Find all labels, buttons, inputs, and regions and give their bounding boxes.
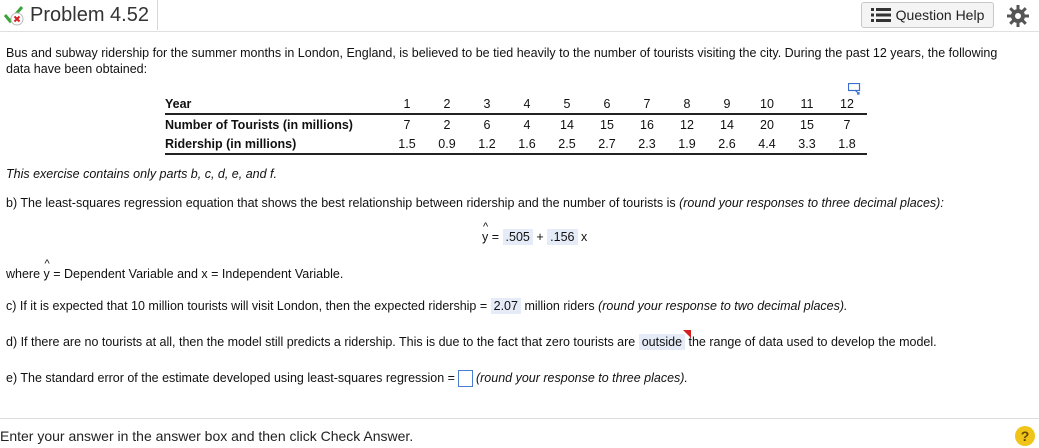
- table-row-tourists: [165, 114, 867, 134]
- part-d-dropdown[interactable]: outside: [639, 334, 685, 350]
- title-area: [0, 0, 158, 30]
- year-cell: 3: [467, 95, 507, 114]
- standard-error-input[interactable]: [458, 370, 473, 387]
- regression-equation: [482, 221, 588, 244]
- where-y-hat: ^ y: [43, 258, 50, 281]
- part-c-answer[interactable]: 2.07: [491, 298, 521, 314]
- footer-divider: [0, 418, 1039, 419]
- tourists-cell: 14: [720, 117, 734, 132]
- x-variable: x: [580, 230, 588, 244]
- tourists-cell: 4: [523, 117, 531, 132]
- tourists-cell: 20: [760, 117, 774, 132]
- part-e-text: e) The standard error of the estimate developed using least-squares regression =: [6, 370, 455, 385]
- where-definition: [6, 258, 344, 281]
- row-label-year: Year: [165, 95, 387, 114]
- ridership-cell: 2.7: [587, 134, 627, 154]
- year-cell: 11: [787, 95, 827, 114]
- part-e-hint: (round your response to three places).: [475, 370, 688, 385]
- year-cell: 2: [427, 95, 467, 114]
- part-b-question: [6, 196, 944, 210]
- part-c-question: [6, 299, 848, 313]
- tourists-cell: 12: [680, 117, 694, 132]
- help-icon[interactable]: ?: [1015, 426, 1035, 446]
- question-help-label: Question Help: [895, 7, 985, 23]
- year-cell: 9: [707, 95, 747, 114]
- gear-icon[interactable]: [1006, 4, 1030, 28]
- tourists-cell: 15: [800, 117, 814, 132]
- part-b-text: b) The least-squares regression equation that shows the best relationship between ridership and the number of tourists is: [6, 196, 680, 210]
- year-cell: 12: [827, 95, 867, 114]
- year-cell: 1: [387, 95, 427, 114]
- parts-note: This exercise contains only parts b, c, d, e, and f.: [6, 167, 277, 181]
- ridership-cell: 1.8: [827, 134, 867, 154]
- header-divider: [0, 31, 1039, 32]
- slope-answer[interactable]: .156: [547, 229, 577, 245]
- where-suffix: = Dependent Variable and x = Independent Variable.: [49, 267, 344, 281]
- incorrect-flag: [683, 330, 691, 338]
- year-cell: 4: [507, 95, 547, 114]
- partial-credit-icon: [0, 1, 28, 29]
- list-icon: [871, 8, 891, 22]
- ridership-cell: 2.6: [707, 134, 747, 154]
- part-d-after: the range of data used to develop the model.: [685, 335, 937, 349]
- intercept-answer[interactable]: .505: [503, 229, 533, 245]
- year-cell: 7: [627, 95, 667, 114]
- year-cell: 8: [667, 95, 707, 114]
- tourists-cell: 15: [600, 117, 614, 132]
- year-cell: 6: [587, 95, 627, 114]
- tourists-cell: 14: [560, 117, 574, 132]
- question-help-button[interactable]: [861, 2, 994, 28]
- plus-sign: +: [536, 230, 544, 244]
- row-label-tourists: Number of Tourists (in millions): [165, 117, 353, 132]
- part-b-hint: (round your responses to three decimal places):: [679, 196, 944, 210]
- tourists-cell: 6: [483, 117, 491, 132]
- part-c-after: million riders: [520, 299, 599, 313]
- footer-instruction: Enter your answer in the answer box and then click Check Answer.: [0, 428, 414, 444]
- part-d-text: d) If there are no tourists at all, then the model still predicts a ridership. This is due to the fact that zero tourists are: [6, 335, 639, 349]
- ridership-cell: 1.9: [667, 134, 707, 154]
- tourists-cell: 2: [443, 117, 451, 132]
- ridership-cell: 1.6: [507, 134, 547, 154]
- part-c-hint: (round your response to two decimal places).: [598, 299, 848, 313]
- ridership-cell: 2.5: [547, 134, 587, 154]
- page-title: Problem 4.52: [30, 3, 149, 26]
- ridership-cell: 0.9: [427, 134, 467, 154]
- equals-sign: =: [491, 230, 500, 244]
- ridership-cell: 1.5: [387, 134, 427, 154]
- tourists-cell: 7: [403, 117, 411, 132]
- ridership-cell: 2.3: [627, 134, 667, 154]
- part-c-text: c) If it is expected that 10 million tourists will visit London, then the expected ridership =: [6, 299, 491, 313]
- year-cell: 10: [747, 95, 787, 114]
- part-e-question: [6, 370, 688, 387]
- header-bar: [0, 0, 1039, 32]
- y-hat: ^ y: [482, 221, 489, 244]
- tourists-cell: 7: [843, 117, 851, 132]
- problem-intro: Bus and subway ridership for the summer months in London, England, is believed to be tied heavily to the number of tourists visiting the city. During the past 12 years, the following data have been obtained:: [6, 46, 998, 76]
- table-row-ridership: [165, 134, 867, 154]
- row-label-ridership: Ridership (in millions): [165, 134, 387, 154]
- part-d-question: [6, 335, 937, 349]
- ridership-cell: 3.3: [787, 134, 827, 154]
- where-prefix: where: [6, 267, 44, 281]
- year-cell: 5: [547, 95, 587, 114]
- ridership-cell: 4.4: [747, 134, 787, 154]
- tourists-cell: 16: [640, 117, 654, 132]
- ridership-cell: 1.2: [467, 134, 507, 154]
- data-table: [165, 95, 867, 155]
- table-row-year: [165, 95, 867, 114]
